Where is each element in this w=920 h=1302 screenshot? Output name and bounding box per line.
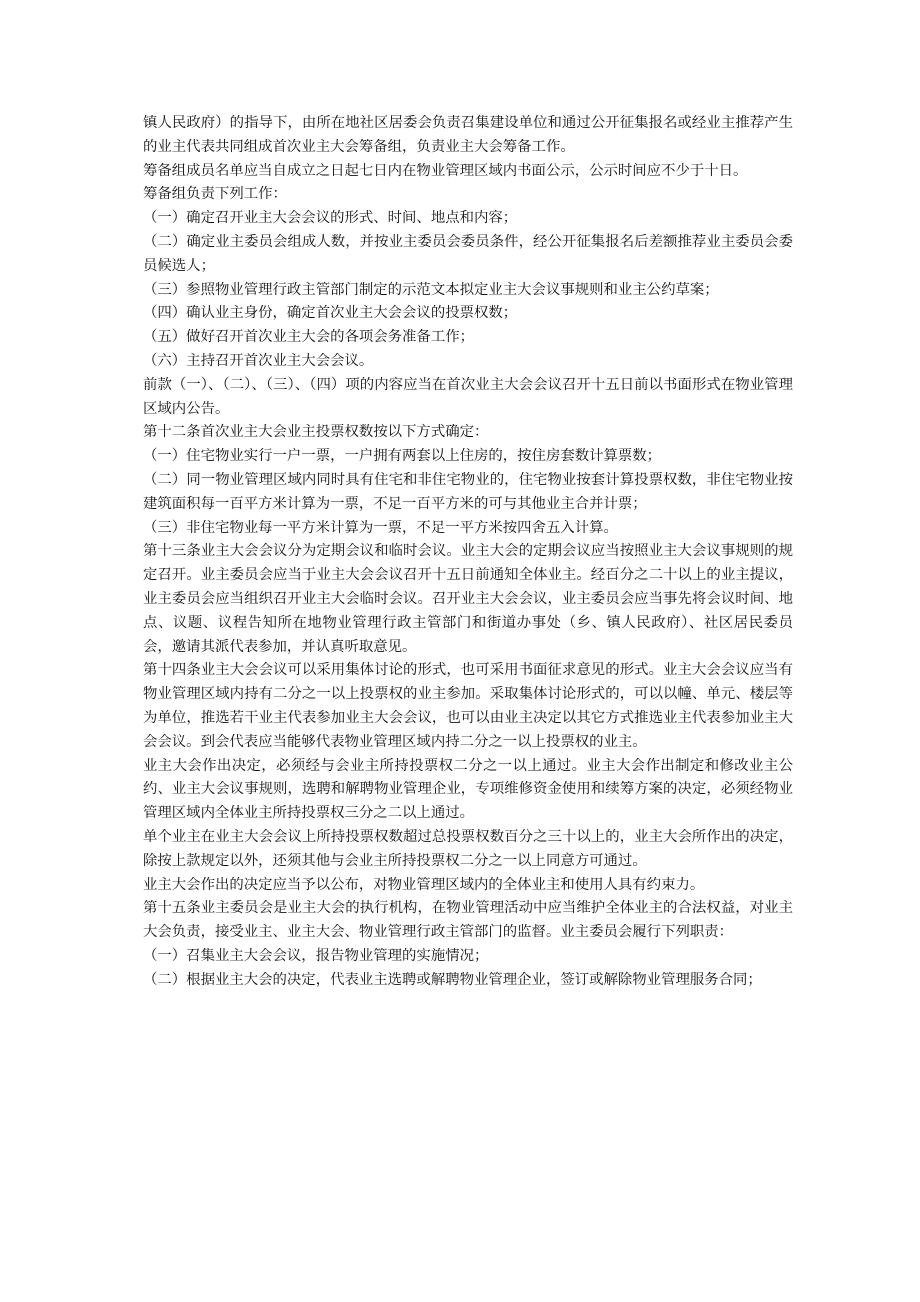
list-item: （一）住宅物业实行一户一票，一户拥有两套以上住房的，按住房套数计算票数； bbox=[143, 448, 662, 465]
list-item: （四）确认业主身份，确定首次业主大会会议的投票权数； bbox=[143, 305, 518, 322]
article-paragraph: 第十五条业主委员会是业主大会的执行机构，在物业管理活动中应当维护全体业主的合法权益，对业主大会负责，接受业主、业主大会、物业管理行政主管部门的监督。业主委员会履行下列职责： bbox=[143, 900, 793, 941]
paragraph: 前款（一）、（二）、（三）、（四）项的内容应当在首次业主大会会议召开十五日前以书面形式在物业管理区域内公告。 bbox=[143, 376, 793, 417]
list-item: （二）确定业主委员会组成人数，并按业主委员会委员条件，经公开征集报名后差额推荐业主委员会委员候选人； bbox=[143, 233, 793, 274]
paragraph: 镇人民政府）的指导下，由所在地社区居委会负责召集建设单位和通过公开征集报名或经业主推荐产生的业主代表共同组成首次业主大会筹备组，负责业主大会筹备工作。 bbox=[143, 115, 793, 155]
list-item: （一）确定召开业主大会会议的形式、时间、地点和内容； bbox=[143, 210, 518, 227]
list-item: （一）召集业主大会会议，报告物业管理的实施情况； bbox=[143, 947, 489, 964]
paragraph: 单个业主在业主大会会议上所持投票权数超过总投票权数百分之三十以上的，业主大会所作出的决定，除按上款规定以外，还须其他与会业主所持投票权二分之一以上同意方可通过。 bbox=[143, 828, 793, 869]
document-body bbox=[143, 112, 793, 992]
article-paragraph: 第十三条业主大会会议分为定期会议和临时会议。业主大会的定期会议应当按照业主大会议事规则的规定召开。业主委员会应当于业主大会会议召开十五日前通知全体业主。经百分之二十以上的业主提议，业主委员会应当组织召开业主大会临时会议。召开业主大会会议，业主委员会应当事先将会议时间、地点、议题、议程告知所在地物业管理行政主管部门和街道办事处（乡、镇人民政府）、社区居民委员会，邀请其派代表参加，并认真听取意见。 bbox=[143, 543, 793, 655]
list-item: （二）根据业主大会的决定，代表业主选聘或解聘物业管理企业，签订或解除物业管理服务合同； bbox=[143, 971, 762, 988]
paragraph: 业主大会作出的决定应当予以公布，对物业管理区域内的全体业主和使用人具有约束力。 bbox=[143, 876, 705, 893]
list-item: （三）参照物业管理行政主管部门制定的示范文本拟定业主大会议事规则和业主公约草案； bbox=[143, 281, 719, 298]
article-paragraph: 第十二条首次业主大会业主投票权数按以下方式确定： bbox=[143, 424, 489, 441]
list-item: （三）非住宅物业每一平方米计算为一票，不足一平方米按四舍五入计算。 bbox=[143, 519, 618, 536]
list-item: （六）主持召开首次业主大会会议。 bbox=[143, 352, 374, 369]
article-paragraph: 第十四条业主大会会议可以采用集体讨论的形式，也可采用书面征求意见的形式。业主大会会议应当有物业管理区域内持有二分之一以上投票权的业主参加。采取集体讨论形式的，可以以幢、单元、楼层等为单位，推选若干业主代表参加业主大会会议，也可以由业主决定以其它方式推选业主代表参加业主大会会议。到会代表应当能够代表物业管理区域内持二分之一以上投票权的业主。 bbox=[143, 662, 793, 750]
paragraph: 筹备组负责下列工作： bbox=[143, 186, 287, 203]
list-item: （五）做好召开首次业主大会的各项会务准备工作； bbox=[143, 329, 474, 346]
list-item: （二）同一物业管理区域内同时具有住宅和非住宅物业的，住宅物业按套计算投票权数，非住宅物业按建筑面积每一百平方米计算为一票，不足一百平方米的可与其他业主合并计票； bbox=[143, 471, 793, 512]
paragraph: 筹备组成员名单应当自成立之日起七日内在物业管理区域内书面公示，公示时间应不少于十日。 bbox=[143, 162, 748, 179]
paragraph: 业主大会作出决定，必须经与会业主所持投票权二分之一以上通过。业主大会作出制定和修改业主公约、业主大会议事规则，选聘和解聘物业管理企业，专项维修资金使用和续筹方案的决定，必须经物业管理区域内全体业主所持投票权三分之二以上通过。 bbox=[143, 757, 793, 822]
